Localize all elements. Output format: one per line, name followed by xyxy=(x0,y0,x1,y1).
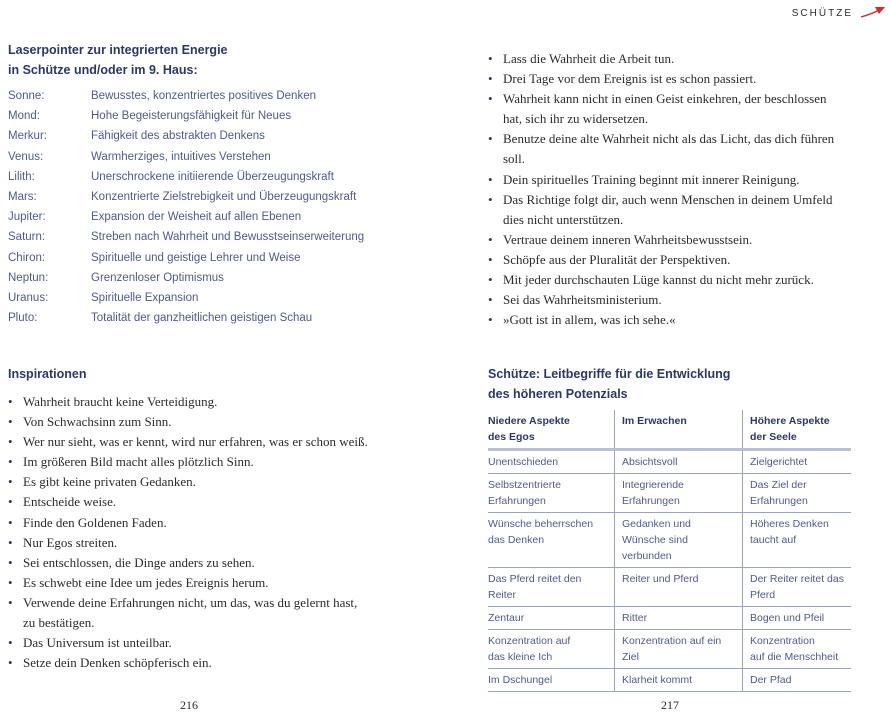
cell-line: Wünsche sind xyxy=(622,534,688,546)
cell-line: Der Reiter reitet das xyxy=(750,573,844,585)
planet-name: Sonne: xyxy=(8,90,45,102)
list-item xyxy=(8,573,368,593)
list-item-line: zu bestätigen. xyxy=(23,615,95,631)
cell-line: Zentaur xyxy=(488,612,525,624)
list-item xyxy=(8,492,368,512)
table-cell xyxy=(743,669,852,692)
planet-description: Unerschrockene initiierende Überzeugungskraft xyxy=(91,170,334,183)
list-item xyxy=(488,310,834,330)
list-item xyxy=(8,593,368,633)
header-line: des Egos xyxy=(488,431,535,443)
table-heading-line: Schütze: Leitbegriffe für die Entwicklung xyxy=(488,367,731,381)
list-item xyxy=(488,190,834,230)
planet-row xyxy=(8,211,448,231)
list-item-line: • Setze dein Denken schöpferisch ein. xyxy=(23,655,212,671)
page-number-left: 216 xyxy=(180,698,198,712)
header-line: der Seele xyxy=(750,431,797,443)
list-item-line: • Nur Egos streiten. xyxy=(23,534,118,550)
laser-heading xyxy=(8,40,228,80)
table-cell xyxy=(488,568,615,607)
planet-name: Merkur: xyxy=(8,130,47,143)
table-cell xyxy=(488,607,615,630)
cell-line: Integrierende xyxy=(622,479,684,491)
planet-name: Neptun: xyxy=(8,271,49,284)
table-cell xyxy=(615,474,743,513)
planet-row xyxy=(8,130,448,150)
table-header-cell xyxy=(743,410,852,450)
table-row xyxy=(488,607,851,630)
planet-name: Uranus: xyxy=(8,291,49,304)
list-item-line: • Das Richtige folgt dir, auch wenn Menschen in deinem Umfeld xyxy=(503,191,833,207)
cell-line: das Denken xyxy=(488,534,545,546)
table-cell xyxy=(488,513,615,568)
planet-row xyxy=(8,252,448,272)
list-item xyxy=(488,49,834,69)
list-item xyxy=(8,633,368,653)
planet-row xyxy=(8,312,448,332)
planet-description: Warmherziges, intuitives Verstehen xyxy=(91,150,271,163)
planet-description: Grenzenloser Optimismus xyxy=(91,271,224,284)
planet-description: Expansion der Weisheit auf allen Ebenen xyxy=(91,211,302,224)
table-row xyxy=(488,450,851,474)
page-number-right: 217 xyxy=(661,698,679,712)
planet-name: Mond: xyxy=(8,110,40,123)
header-line: Im Erwachen xyxy=(622,415,687,427)
inspirations-list xyxy=(8,392,368,673)
list-item-line: dies nicht unterstützen. xyxy=(503,211,624,227)
list-item xyxy=(8,432,368,452)
table-cell xyxy=(488,669,615,692)
list-item xyxy=(8,452,368,472)
table-cell xyxy=(743,513,852,568)
cell-line: Das Pferd reitet den xyxy=(488,573,582,585)
list-item-line: • Sei entschlossen, die Dinge anders zu sehen. xyxy=(23,554,255,570)
table-header-cell xyxy=(488,410,615,450)
cell-line: Erfahrungen xyxy=(488,495,546,507)
planet-row xyxy=(8,272,448,292)
planet-name: Venus: xyxy=(8,150,44,163)
planet-name: Lilith: xyxy=(8,170,35,183)
planet-description: Bewusstes, konzentriertes positives Denken xyxy=(91,90,316,102)
list-item xyxy=(8,472,368,492)
inspirations-heading: Inspirationen xyxy=(8,367,87,381)
list-item-line: • Das Universum ist unteilbar. xyxy=(23,635,172,651)
table-header-cell xyxy=(615,410,743,450)
right-bullet-list xyxy=(488,49,834,330)
cell-line: Gedanken und xyxy=(622,518,691,530)
list-item xyxy=(8,533,368,553)
list-item-line: • Schöpfe aus der Pluralität der Perspektiven. xyxy=(503,251,731,267)
list-item-line: • Wer nur sieht, was er kennt, wird nur erfahren, was er schon weiß. xyxy=(23,434,368,450)
table-heading xyxy=(488,364,730,404)
list-item xyxy=(488,270,834,290)
planet-description: Spirituelle und geistige Lehrer und Weise xyxy=(91,251,301,264)
cell-line: Klarheit kommt xyxy=(622,674,693,686)
table-cell xyxy=(615,669,743,692)
table-row xyxy=(488,630,851,669)
list-item-line: • Verwende deine Erfahrungen nicht, um das, was du gelernt hast, xyxy=(23,594,358,610)
laser-heading-line: Laserpointer zur integrierten Energie xyxy=(8,43,228,57)
list-item-line: • Sei das Wahrheitsministerium. xyxy=(503,292,662,308)
header-line: Höhere Aspekte xyxy=(750,415,830,427)
cell-line: Konzentration auf ein xyxy=(622,635,722,647)
planet-name: Chiron: xyxy=(8,251,46,264)
cell-line: Das Ziel der xyxy=(750,479,807,491)
list-item-line: • Mit jeder durchschauten Lüge kannst du nicht mehr zurück. xyxy=(503,272,814,288)
cell-line: Reiter und Pferd xyxy=(622,573,699,585)
list-item xyxy=(8,392,368,412)
table-cell xyxy=(743,450,852,474)
cell-line: auf die Menschheit xyxy=(750,651,839,663)
table-header-row xyxy=(488,410,851,450)
table-heading-line: des höheren Potenzials xyxy=(488,387,628,401)
cell-line: Im Dschungel xyxy=(488,674,553,686)
list-item-line: hat, sich ihr zu widersetzen. xyxy=(503,111,649,127)
cell-line: Der Pfad xyxy=(750,674,792,686)
planet-row xyxy=(8,151,448,171)
cell-line: Bogen und Pfeil xyxy=(750,612,825,624)
planet-row xyxy=(8,90,448,110)
list-item xyxy=(8,513,368,533)
cell-line: Absichtsvoll xyxy=(622,456,678,468)
table-cell xyxy=(488,630,615,669)
planet-description: Totalität der ganzheitlichen geistigen Schau xyxy=(91,312,313,325)
table-row xyxy=(488,474,851,513)
cell-line: Konzentration xyxy=(750,635,815,647)
list-item-line: • Lass die Wahrheit die Arbeit tun. xyxy=(503,51,675,66)
table-cell xyxy=(615,607,743,630)
cell-line: taucht auf xyxy=(750,534,797,546)
table-cell xyxy=(615,630,743,669)
laser-heading-line: in Schütze und/oder im 9. Haus: xyxy=(8,63,198,77)
table-cell xyxy=(743,474,852,513)
planet-table xyxy=(8,90,448,332)
table-cell xyxy=(743,607,852,630)
cell-line: Höheres Denken xyxy=(750,518,829,530)
planet-name: Pluto: xyxy=(8,312,38,325)
table-cell xyxy=(615,568,743,607)
table-cell xyxy=(615,513,743,568)
planet-description: Spirituelle Expansion xyxy=(91,291,199,304)
list-item xyxy=(488,69,834,89)
cell-line: Reiter xyxy=(488,589,517,601)
table-cell xyxy=(488,474,615,513)
cell-line: verbunden xyxy=(622,550,672,562)
cell-line: das kleine Ich xyxy=(488,651,553,663)
table-row xyxy=(488,669,851,692)
list-item-line: • Finde den Goldenen Faden. xyxy=(23,514,167,530)
arrow-icon xyxy=(859,4,887,20)
list-item-line: • Im größeren Bild macht alles plötzlich Sinn. xyxy=(23,454,254,470)
list-item xyxy=(488,170,834,190)
planet-row xyxy=(8,231,448,251)
list-item xyxy=(8,553,368,573)
running-head: SCHÜTZE xyxy=(791,8,853,19)
planet-description: Konzentrierte Zielstrebigkeit und Überzeugungskraft xyxy=(91,190,357,203)
planet-row xyxy=(8,171,448,191)
list-item-line: • Entscheide weise. xyxy=(23,494,117,510)
planet-row xyxy=(8,191,448,211)
list-item xyxy=(488,230,834,250)
cell-line: Konzentration auf xyxy=(488,635,571,647)
list-item-line: • Wahrheit braucht keine Verteidigung. xyxy=(23,394,218,409)
cell-line: Ritter xyxy=(622,612,648,624)
list-item-line: • Es schwebt eine Idee um jedes Ereignis herum. xyxy=(23,574,269,590)
list-item xyxy=(8,653,368,673)
cell-line: Ziel xyxy=(622,651,639,663)
planet-description: Hohe Begeisterungsfähigkeit für Neues xyxy=(91,110,292,123)
cell-line: Wünsche beherrschen xyxy=(488,518,594,530)
cell-line: Pferd xyxy=(750,589,776,601)
list-item-line: • Von Schwachsinn zum Sinn. xyxy=(23,414,172,430)
list-item xyxy=(488,129,834,169)
cell-line: Unentschieden xyxy=(488,456,559,468)
cell-line: Zielgerichtet xyxy=(750,456,808,468)
list-item-line: • Drei Tage vor dem Ereignis ist es schon passiert. xyxy=(503,71,757,87)
list-item-line: soll. xyxy=(503,151,526,167)
table-cell xyxy=(743,568,852,607)
list-item xyxy=(488,89,834,129)
list-item xyxy=(488,290,834,310)
planet-name: Jupiter: xyxy=(8,211,46,224)
table-row xyxy=(488,568,851,607)
list-item-line: • Wahrheit kann nicht in einen Geist einkehren, der beschlossen xyxy=(503,91,827,107)
planet-row xyxy=(8,110,448,130)
cell-line: Erfahrungen xyxy=(750,495,808,507)
list-item-line: • Dein spirituelles Training beginnt mit innerer Reinigung. xyxy=(503,171,800,187)
aspects-table xyxy=(488,410,851,692)
list-item xyxy=(8,412,368,432)
table-cell xyxy=(743,630,852,669)
list-item-line: • Benutze deine alte Wahrheit nicht als das Licht, das dich führen xyxy=(503,131,835,147)
planet-name: Mars: xyxy=(8,190,37,203)
table-cell xyxy=(615,450,743,474)
list-item-line: • Es gibt keine privaten Gedanken. xyxy=(23,474,196,490)
planet-row xyxy=(8,292,448,312)
table-row xyxy=(488,513,851,568)
table-cell xyxy=(488,450,615,474)
planet-description: Streben nach Wahrheit und Bewusstseinserweiterung xyxy=(91,231,365,244)
cell-line: Erfahrungen xyxy=(622,495,680,507)
planet-description: Fähigkeit des abstrakten Denkens xyxy=(91,130,265,143)
header-line: Niedere Aspekte xyxy=(488,415,570,427)
list-item-line: • »Gott ist in allem, was ich sehe.« xyxy=(503,312,676,328)
planet-name: Saturn: xyxy=(8,231,46,244)
list-item-line: • Vertraue deinem inneren Wahrheitsbewusstsein. xyxy=(503,231,753,247)
list-item xyxy=(488,250,834,270)
cell-line: Selbstzentrierte xyxy=(488,479,561,491)
